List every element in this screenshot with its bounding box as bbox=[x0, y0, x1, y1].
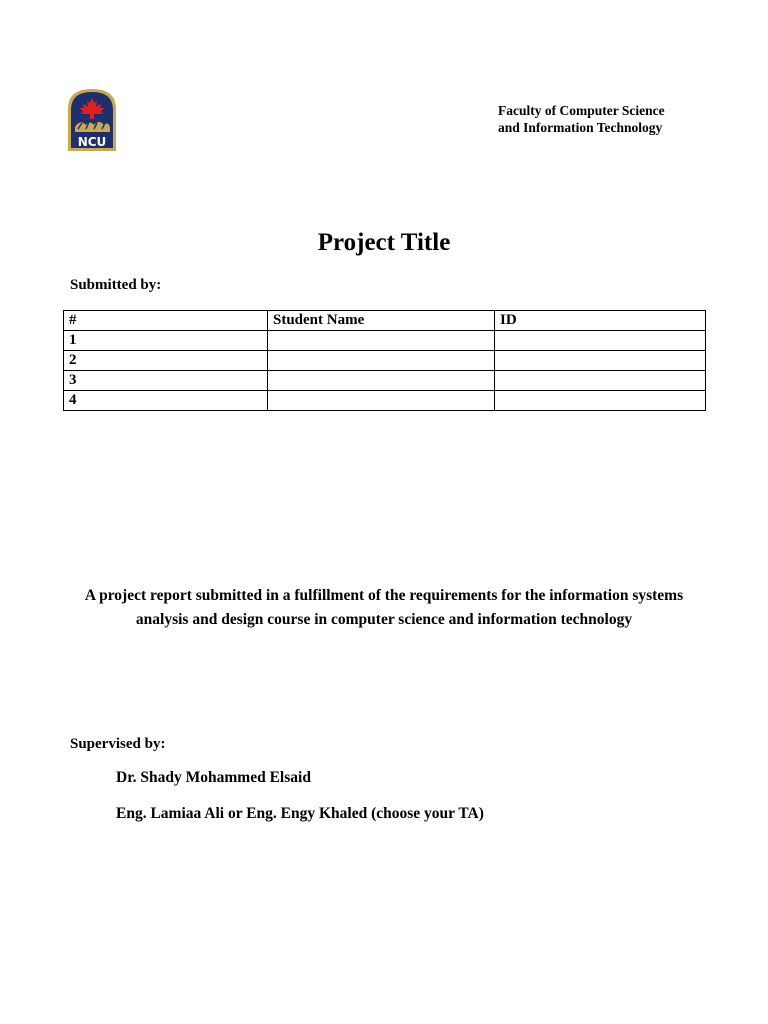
row-number-cell: 2 bbox=[64, 351, 268, 371]
submitted-by-label: Submitted by: bbox=[70, 277, 162, 293]
university-logo-icon bbox=[66, 87, 118, 153]
column-header-student-name: Student Name bbox=[268, 311, 495, 331]
supervised-by-label: Supervised by: bbox=[70, 736, 166, 752]
students-table bbox=[63, 310, 706, 411]
student-name-cell bbox=[268, 351, 495, 371]
table-row bbox=[64, 351, 706, 371]
table-header-row bbox=[64, 311, 706, 331]
student-id-cell bbox=[495, 351, 706, 371]
logo-text: NCU bbox=[77, 135, 107, 149]
student-id-cell bbox=[495, 331, 706, 351]
table-row bbox=[64, 371, 706, 391]
faculty-name bbox=[498, 102, 665, 136]
student-name-cell bbox=[268, 331, 495, 351]
table-row bbox=[64, 331, 706, 351]
column-header-id: ID bbox=[495, 311, 706, 331]
supervisor-name: Eng. Lamiaa Ali or Eng. Engy Khaled (choose your TA) bbox=[116, 805, 484, 822]
student-id-cell bbox=[495, 391, 706, 411]
faculty-line-2: and Information Technology bbox=[498, 120, 663, 135]
report-statement: A project report submitted in a fulfillment of the requirements for the information systems analysis and design course in computer science and information technology bbox=[84, 587, 684, 628]
column-header-number: # bbox=[64, 311, 268, 331]
table-row bbox=[64, 391, 706, 411]
student-name-cell bbox=[268, 371, 495, 391]
faculty-line-1: Faculty of Computer Science bbox=[498, 103, 665, 118]
row-number-cell: 4 bbox=[64, 391, 268, 411]
row-number-cell: 1 bbox=[64, 331, 268, 351]
row-number-cell: 3 bbox=[64, 371, 268, 391]
page-title: Project Title bbox=[317, 229, 451, 256]
supervisor-name: Dr. Shady Mohammed Elsaid bbox=[116, 769, 311, 786]
student-id-cell bbox=[495, 371, 706, 391]
student-name-cell bbox=[268, 391, 495, 411]
